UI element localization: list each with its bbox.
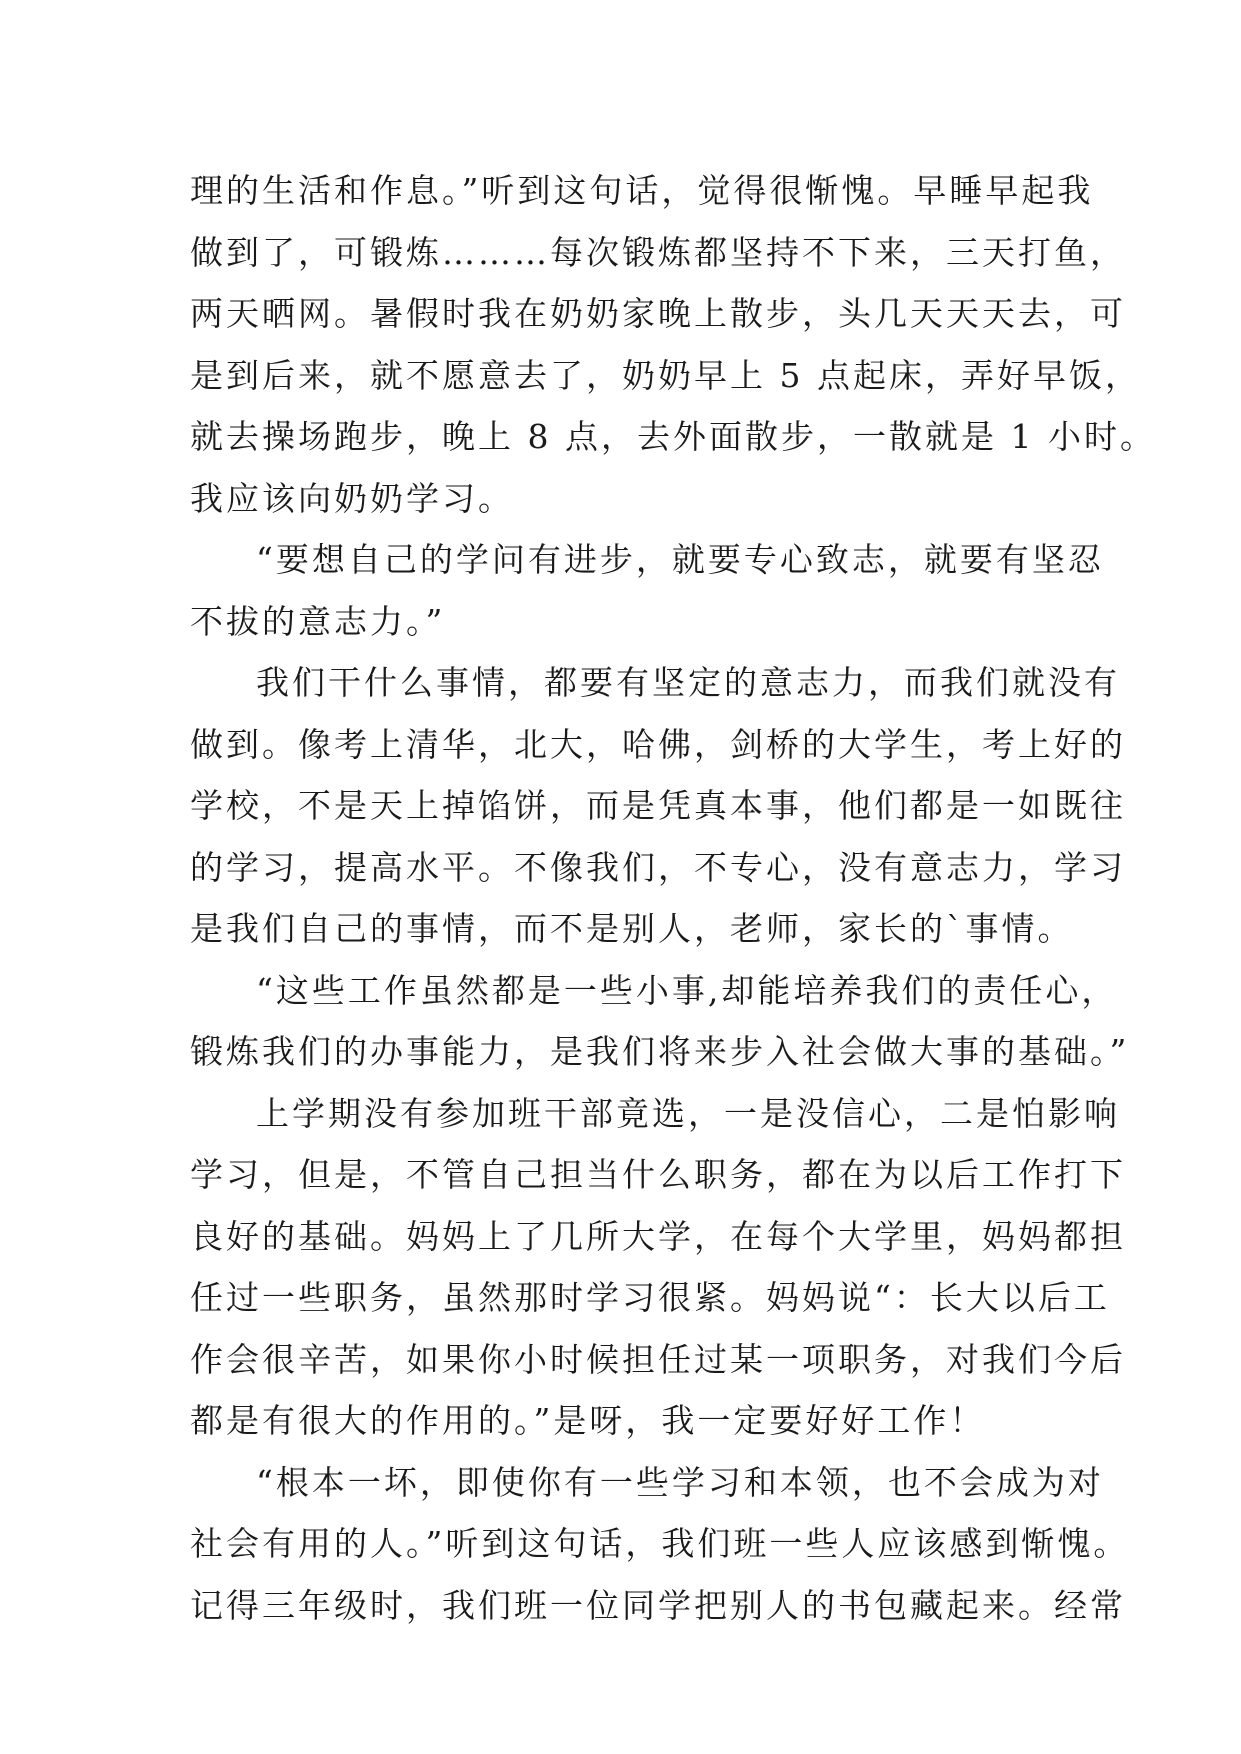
text-line: 两天晒网。暑假时我在奶奶家晚上散步，头几天天天去，可 — [190, 294, 1126, 333]
text-line: 做到了，可锻炼………每次锻炼都坚持不下来，三天打鱼， — [190, 232, 1126, 272]
text-line: 锻炼我们的办事能力，是我们将来步入社会做大事的基础。” — [190, 1032, 1130, 1071]
text-line: 学校，不是天上掉馅饼，而是凭真本事，他们都是一如既往 — [190, 786, 1126, 825]
text-line: 的学习，提高水平。不像我们，不专心，没有意志力，学习 — [190, 847, 1126, 887]
text-line: 就去操场跑步，晚上 8 点，去外面散步，一散就是 1 小时。 — [190, 417, 1156, 456]
text-line: 良好的基础。妈妈上了几所大学，在每个大学里，妈妈都担 — [190, 1216, 1126, 1256]
text-line: 都是有很大的作用的。”是呀，我一定要好好工作！ — [190, 1401, 986, 1440]
text-line: “根本一坏，即使你有一些学习和本领，也不会成为对 — [256, 1462, 1104, 1502]
text-line: 理的生活和作息。”听到这句话，觉得很惭愧。早睡早起我 — [190, 171, 1094, 210]
text-line: 我应该向奶奶学习。 — [190, 478, 514, 518]
text-line: 是我们自己的事情，而不是别人，老师，家长的`事情。 — [190, 909, 1074, 948]
text-line: 作会很辛苦，如果你小时候担任过某一项职务，对我们今后 — [190, 1339, 1126, 1379]
text-line: 不拔的意志力。” — [190, 601, 446, 641]
text-line: “要想自己的学问有进步，就要专心致志，就要有坚忍 — [256, 540, 1104, 579]
text-line: 社会有用的人。”听到这句话，我们班一些人应该感到惭愧。 — [190, 1524, 1130, 1563]
text-line: 上学期没有参加班干部竟选，一是没信心，二是怕影响 — [256, 1093, 1120, 1133]
text-line: 是到后来，就不愿意去了，奶奶早上 5 点起床，弄好早饭， — [190, 355, 1141, 395]
text-line: 做到。像考上清华，北大，哈佛，剑桥的大学生，考上好的 — [190, 724, 1126, 764]
text-line: “这些工作虽然都是一些小事,却能培养我们的责任心， — [256, 970, 1118, 1010]
text-line: 记得三年级时，我们班一位同学把别人的书包藏起来。经常 — [190, 1585, 1126, 1625]
document-body — [190, 160, 1156, 1636]
text-line: 我们干什么事情，都要有坚定的意志力，而我们就没有 — [256, 663, 1120, 702]
text-line: 任过一些职务，虽然那时学习很紧。妈妈说“：长大以后工 — [190, 1278, 1110, 1317]
text-line: 学习，但是，不管自己担当什么职务，都在为以后工作打下 — [190, 1155, 1126, 1194]
